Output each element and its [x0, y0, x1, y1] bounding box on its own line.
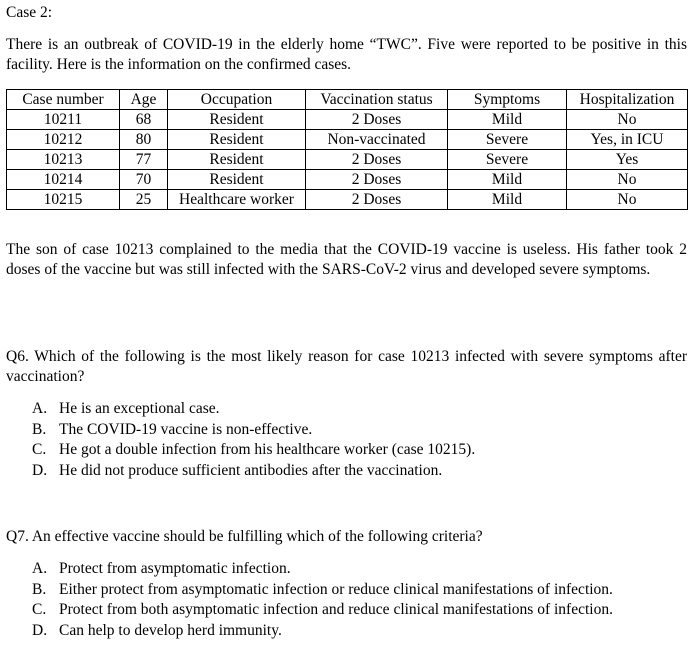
header-case-number: Case number	[7, 90, 120, 110]
table-header-row	[7, 90, 688, 110]
cell-symptoms: Mild	[448, 110, 567, 130]
cell-occupation: Resident	[168, 130, 306, 150]
option-letter: B.	[32, 420, 47, 438]
cell-symptoms: Mild	[448, 170, 567, 190]
option-letter: C.	[32, 601, 47, 618]
cell-occupation: Healthcare worker	[168, 190, 306, 210]
option-text: Protect from asymptomatic infection.	[59, 560, 291, 577]
cell-age: 80	[120, 130, 168, 150]
cell-hospitalization: Yes, in ICU	[567, 130, 688, 150]
q6-option-c	[32, 440, 475, 461]
option-text: He is an exceptional case.	[59, 400, 220, 417]
option-letter: D.	[32, 621, 48, 639]
table-row	[7, 170, 688, 190]
case-title: Case 2:	[6, 4, 53, 21]
cell-vaccination-status: 2 Doses	[306, 110, 448, 130]
option-text: The COVID-19 vaccine is non-effective.	[59, 420, 313, 438]
option-text: Protect from both asymptomatic infection and reduce clinical manifestations of infection.	[59, 601, 613, 618]
cell-hospitalization: No	[567, 170, 688, 190]
q7-options	[32, 559, 613, 641]
q6-option-b	[32, 420, 475, 441]
option-letter: A.	[32, 560, 48, 577]
q7-question: Q7. An effective vaccine should be fulfilling which of the following criteria?	[6, 528, 483, 545]
cell-occupation: Resident	[168, 170, 306, 190]
cell-vaccination-status: 2 Doses	[306, 170, 448, 190]
q6-option-d	[32, 461, 475, 482]
q6-question: Q6. Which of the following is the most likely reason for case 10213 infected with severe symptoms after vaccination?	[6, 348, 687, 385]
option-letter: D.	[32, 461, 48, 479]
cell-case-number: 10212	[7, 130, 120, 150]
q7-option-c	[32, 600, 613, 621]
cell-symptoms: Mild	[448, 190, 567, 210]
q6-options	[32, 399, 475, 481]
cell-vaccination-status: 2 Doses	[306, 150, 448, 170]
option-text: Either protect from asymptomatic infection or reduce clinical manifestations of infection.	[59, 580, 613, 598]
option-letter: A.	[32, 400, 48, 417]
cell-age: 25	[120, 190, 168, 210]
header-occupation: Occupation	[168, 90, 306, 110]
table-row	[7, 110, 688, 130]
intro-paragraph: There is an outbreak of COVID-19 in the elderly home “TWC”. Five were reported to be positive in this facility. Here is the information on the confirmed cases.	[6, 36, 687, 73]
option-text: He got a double infection from his healthcare worker (case 10215).	[59, 441, 476, 458]
cell-vaccination-status: 2 Doses	[306, 190, 448, 210]
option-text: Can help to develop herd immunity.	[59, 621, 282, 639]
option-letter: B.	[32, 580, 47, 598]
cell-age: 77	[120, 150, 168, 170]
cell-case-number: 10213	[7, 150, 120, 170]
confirmed-cases-table	[6, 89, 688, 210]
cell-age: 68	[120, 110, 168, 130]
cell-case-number: 10215	[7, 190, 120, 210]
option-letter: C.	[32, 441, 47, 458]
cell-age: 70	[120, 170, 168, 190]
table-row	[7, 130, 688, 150]
table-row	[7, 150, 688, 170]
q7-option-a	[32, 559, 613, 580]
cell-hospitalization: No	[567, 110, 688, 130]
scenario-paragraph: The son of case 10213 complained to the media that the COVID-19 vaccine is useless. His father took 2 doses of the vaccine but was still infected with the SARS-CoV-2 virus and developed severe symptoms.	[6, 241, 687, 278]
q7-option-b	[32, 580, 613, 601]
header-symptoms: Symptoms	[448, 90, 567, 110]
header-hospitalization: Hospitalization	[567, 90, 688, 110]
cell-hospitalization: No	[567, 190, 688, 210]
cell-symptoms: Severe	[448, 150, 567, 170]
header-vaccination-status: Vaccination status	[306, 90, 448, 110]
cell-case-number: 10211	[7, 110, 120, 130]
cell-hospitalization: Yes	[567, 150, 688, 170]
cell-symptoms: Severe	[448, 130, 567, 150]
q6-option-a	[32, 399, 475, 420]
cell-vaccination-status: Non-vaccinated	[306, 130, 448, 150]
cell-occupation: Resident	[168, 150, 306, 170]
cell-case-number: 10214	[7, 170, 120, 190]
option-text: He did not produce sufficient antibodies after the vaccination.	[59, 461, 443, 479]
q7-option-d	[32, 621, 613, 642]
table-row	[7, 190, 688, 210]
header-age: Age	[120, 90, 168, 110]
cell-occupation: Resident	[168, 110, 306, 130]
